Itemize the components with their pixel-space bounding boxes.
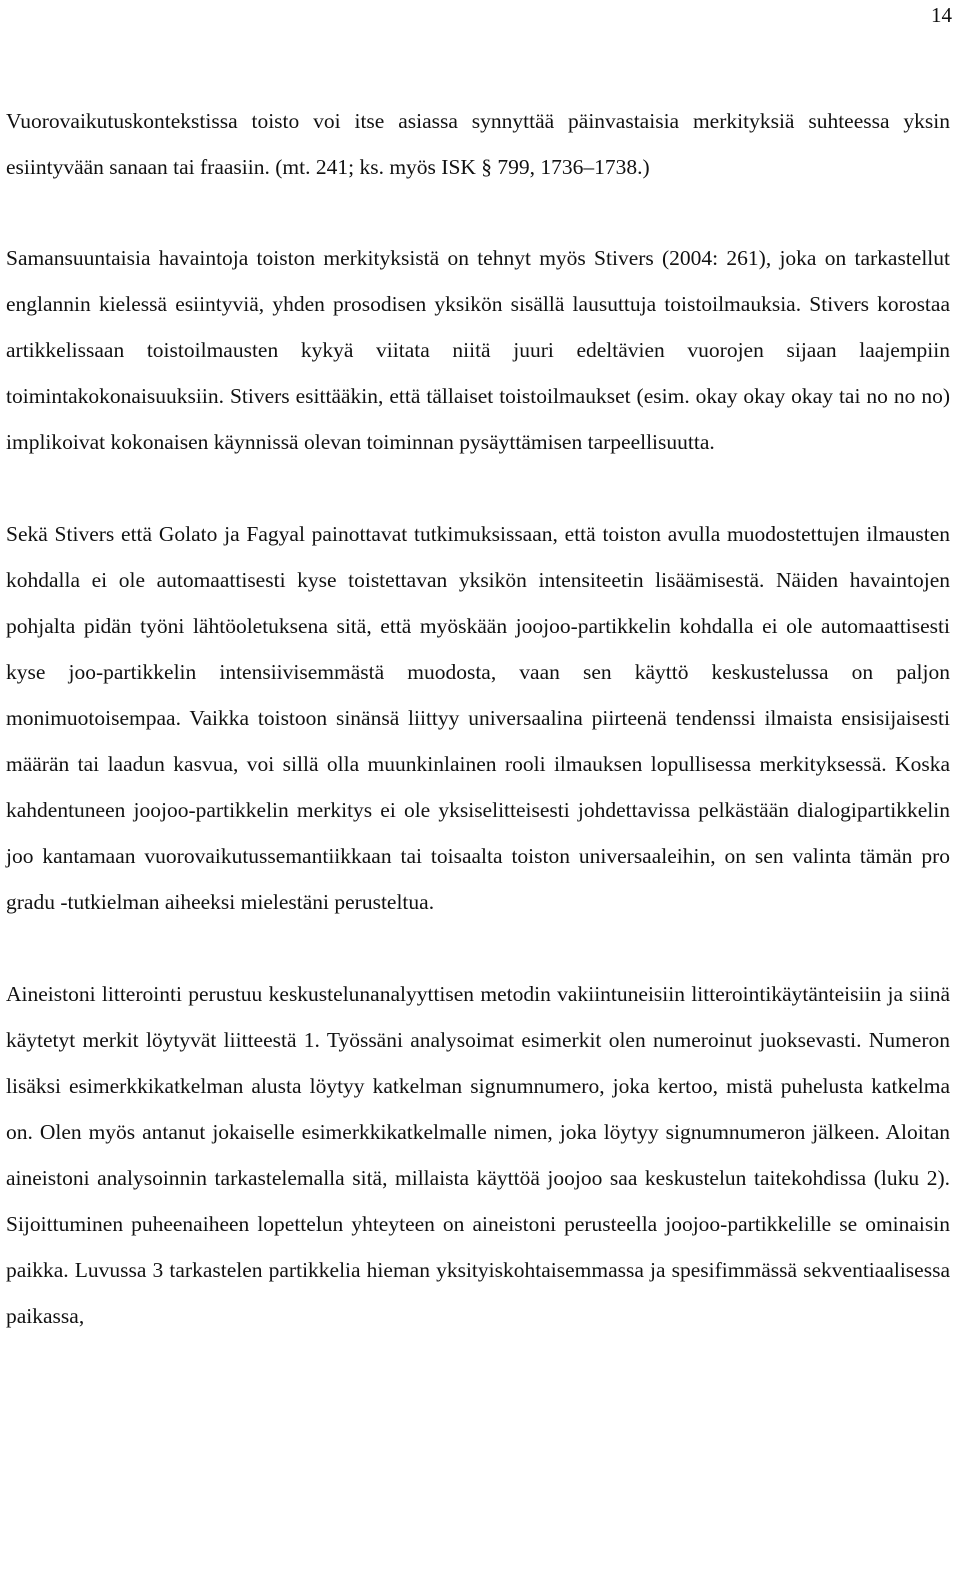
- paragraph-research-premise: Sekä Stivers että Golato ja Fagyal painottavat tutkimuksissaan, että toiston avulla muodostettujen ilmausten kohdalla ei ole automaattisesti kyse toistettavan yksikön intensiteetin lisäämisestä. Näiden havaintojen pohjalta pidän työni lähtöoletuksena sitä, että myöskään joojoo-partikkelin kohdalla ei ole automaattisesti kyse joo-partikkelin intensiivisemmästä muodosta, vaan sen käyttö keskustelussa on paljon monimuotoisempaa. Vaikka toistoon sinänsä liittyy universaalina piirteenä tendenssi ilmaista ensisijaisesti määrän tai laadun kasvua, voi sillä olla muunkinlainen rooli ilmauksen lopullisessa merkityksessä. Koska kahdentuneen joojoo-partikkelin merkitys ei ole yksiselitteisesti johdettavissa pelkästään dialogipartikkelin joo kantamaan vuorovaikutussemantiikkaan tai toisaalta toiston universaaleihin, on sen valinta tämän pro gradu -tutkielman aiheeksi mielestäni perusteltua.: [6, 522, 950, 914]
- page-number: 14: [931, 3, 952, 27]
- document-body: [6, 98, 950, 1339]
- paragraph-repetition-context: Vuorovaikutuskontekstissa toisto voi itse asiassa synnyttää päinvastaisia merkityksiä suhteessa yksin esiintyvään sanaan tai fraasiin. (mt. 241; ks. myös ISK § 799, 1736–1738.): [6, 109, 950, 179]
- paragraph-data-transcription: Aineistoni litterointi perustuu keskustelunanalyyttisen metodin vakiintuneisiin litterointikäytänteisiin ja siinä käytetyt merkit löytyvät liitteestä 1. Työssäni analysoimat esimerkit olen numeroinut juoksevasti. Numeron lisäksi esimerkkikatkelman alusta löytyy katkelman signumnumero, joka kertoo, mistä puhelusta katkelma on. Olen myös antanut jokaiselle esimerkkikatkelmalle nimen, joka löytyy signumnumeron jälkeen. Aloitan aineistoni analysoinnin tarkastelemalla sitä, millaista käyttöä joojoo saa keskustelun taitekohdissa (luku 2). Sijoittuminen puheenaiheen lopettelun yhteyteen on aineistoni perusteella joojoo-partikkelille se ominaisin paikka. Luvussa 3 tarkastelen partikkelia hieman yksityiskohtaisemmassa ja spesifimmässä sekventiaalisessa paikassa,: [6, 982, 950, 1328]
- paragraph-stivers-findings: Samansuuntaisia havaintoja toiston merkityksistä on tehnyt myös Stivers (2004: 261), joka on tarkastellut englannin kielessä esiintyviä, yhden prosodisen yksikön sisällä lausuttuja toistoilmauksia. Stivers korostaa artikkelissaan toistoilmausten kykyä viitata niitä juuri edeltävien vuorojen sijaan laajempiin toimintakokonaisuuksiin. Stivers esittääkin, että tällaiset toistoilmaukset (esim. okay okay okay tai no no no) implikoivat kokonaisen käynnissä olevan toiminnan pysäyttämisen tarpeellisuutta.: [6, 246, 950, 454]
